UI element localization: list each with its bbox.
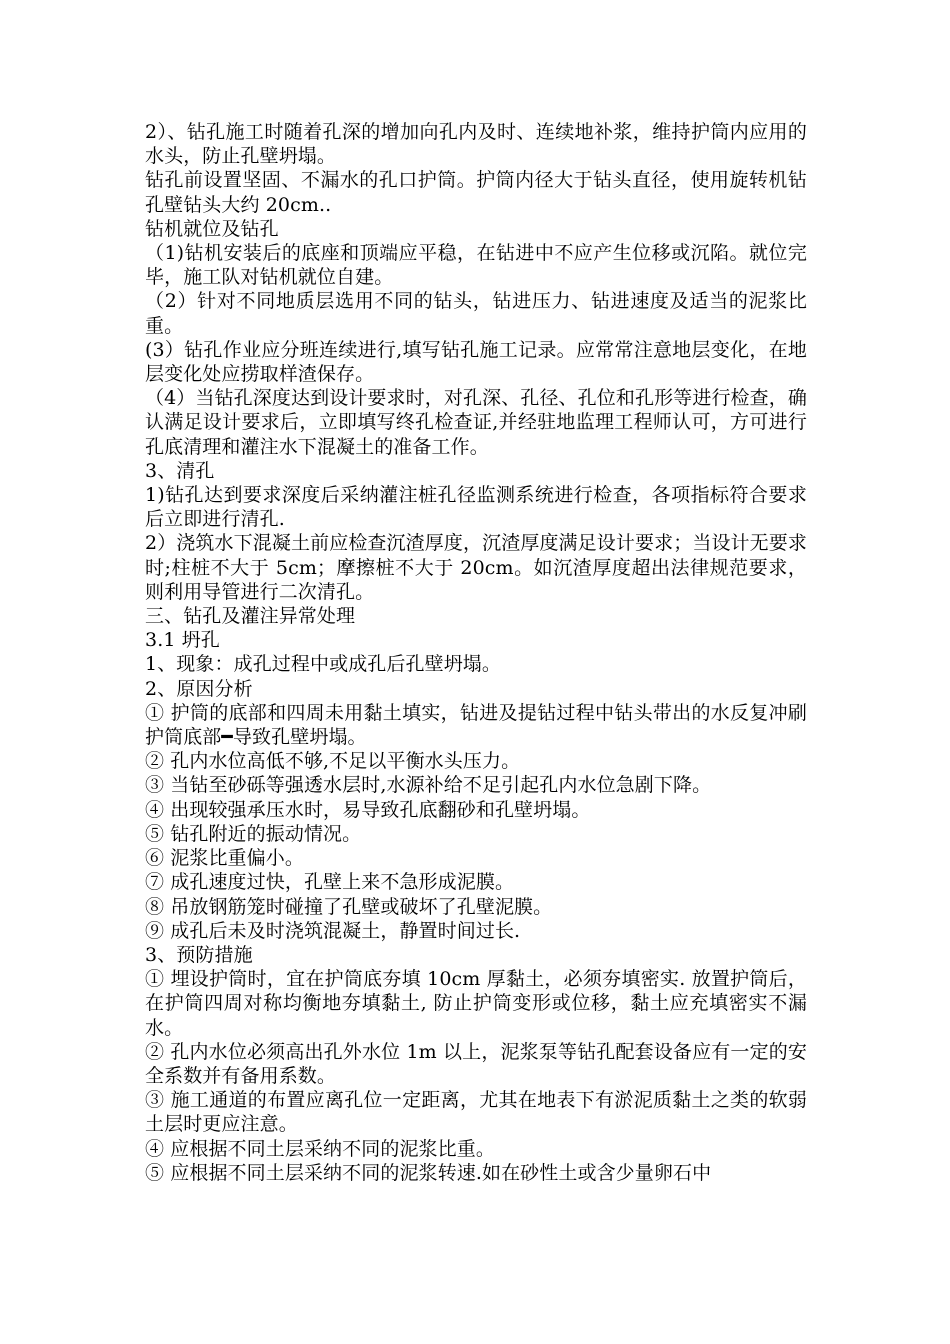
- list-item: ⑤ 钻孔附近的振动情况。: [145, 822, 362, 845]
- paragraph: 1)钻孔达到要求深度后采纳灌注桩孔径监测系统进行检查，各项指标符合要求后立即进行清孔.: [145, 484, 807, 531]
- list-item: ④ 应根据不同土层采纳不同的泥浆比重。: [145, 1137, 495, 1160]
- list-item: ⑥ 泥浆比重偏小。: [145, 847, 304, 870]
- section-heading: 三、钻孔及灌注异常处理: [145, 605, 356, 628]
- paragraph: 2）浇筑水下混凝土前应检查沉渣厚度，沉渣厚度满足设计要求；当设计无要求时;柱桩不大于 5cm；摩擦桩不大于 20cm。如沉渣厚度超出法律规范要求，则利用导管进行二次清孔。: [145, 532, 807, 603]
- section-heading: 3、清孔: [145, 459, 215, 482]
- list-item: ① 护筒的底部和四周未用黏土填实，钻进及提钻过程中钻头带出的水反复冲刷护筒底部━导致孔壁坍塌。: [145, 701, 807, 749]
- paragraph: 1、现象：成孔过程中或成孔后孔壁坍塌。: [145, 653, 501, 676]
- list-item: ③ 当钻至砂砾等强透水层时,水源补给不足引起孔内水位急剧下降。: [145, 774, 712, 797]
- list-item: ② 孔内水位必须高出孔外水位 1m 以上，泥浆泵等钻孔配套设备应有一定的安全系数并有备用系数。: [145, 1040, 807, 1087]
- list-item: ⑤ 应根据不同土层采纳不同的泥浆转速.如在砂性土或含少量卵石中: [145, 1161, 712, 1184]
- section-heading: 3.1 坍孔: [145, 629, 220, 652]
- list-item: ③ 施工通道的布置应离孔位一定距离，尤其在地表下有淤泥质黏土之类的软弱土层时更应注意。: [145, 1089, 807, 1136]
- paragraph: （2）针对不同地质层选用不同的钻头，钻进压力、钻进速度及适当的泥浆比重。: [145, 290, 807, 337]
- list-item: ⑧ 吊放钢筋笼时碰撞了孔壁或破坏了孔壁泥膜。: [145, 895, 553, 918]
- section-heading: 钻机就位及钻孔: [145, 217, 279, 240]
- list-item: ② 孔内水位高低不够,不足以平衡水头压力。: [145, 750, 521, 773]
- list-item: ④ 出现较强承压水时，易导致孔底翻砂和孔壁坍塌。: [145, 798, 591, 821]
- paragraph: (3）钻孔作业应分班连续进行,填写钻孔施工记录。应常常注意地层变化，在地层变化处应捞取样渣保存。: [145, 338, 807, 386]
- list-item: ① 埋设护筒时，宜在护筒底夯填 10cm 厚黏土，必须夯填密实. 放置护筒后，在护筒四周对称均衡地夯填黏土, 防止护筒变形或位移，黏土应充填密实不漏水。: [145, 968, 807, 1039]
- section-heading: 3、预防措施: [145, 943, 253, 966]
- document-body: [145, 120, 807, 1185]
- paragraph: 2）、钻孔施工时随着孔深的增加向孔内及时、连续地补浆，维持护筒内应用的水头，防止孔壁坍塌。: [145, 121, 807, 168]
- paragraph: （1)钻机安装后的底座和顶端应平稳，在钻进中不应产生位移或沉陷。就位完毕，施工队对钻机就位自建。: [145, 242, 807, 289]
- paragraph: （4）当钻孔深度达到设计要求时，对孔深、孔径、孔位和孔形等进行检查，确认满足设计要求后，立即填写终孔检查证,并经驻地监理工程师认可，方可进行孔底清理和灌注水下混凝土的准备工作。: [145, 387, 807, 458]
- list-item: ⑨ 成孔后未及时浇筑混凝土，静置时间过长.: [145, 919, 521, 942]
- paragraph: 钻孔前设置坚固、不漏水的孔口护筒。护筒内径大于钻头直径，使用旋转机钻孔壁钻头大约 20cm..: [145, 169, 807, 216]
- section-heading: 2、原因分析: [145, 677, 253, 700]
- list-item: ⑦ 成孔速度过快，孔壁上来不急形成泥膜。: [145, 871, 515, 894]
